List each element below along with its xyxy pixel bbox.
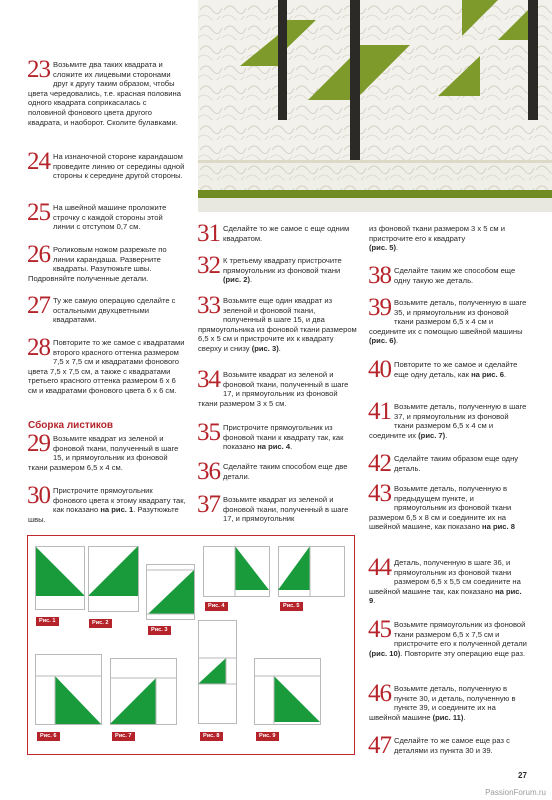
step-text-end: . [278,343,281,353]
step-text-end: . [250,275,253,285]
figure-ref: (рис. 2) [223,275,251,285]
step-number: 32 [197,252,220,279]
step-text-end: . [396,243,399,253]
step-number: 36 [197,458,220,485]
step-33 [197,292,358,354]
step-number: 29 [27,430,50,457]
step-text: К третьему квадрату пристрочите прямоугольник из фоновой ткани [223,256,342,275]
step-text-end: . Повторите эту операцию еще раз. [400,648,526,658]
step-text-end: . [503,369,507,379]
step-37 [197,491,358,524]
figure-label: Рис. 3 [148,626,171,635]
figure-ref: (рис. 11) [432,712,464,722]
step-text: Повторите то же самое с квадратами второго красного оттенка размером 7,5 х 7,5 см и квадратами фонового цвета 7,5 х 7,5 см, а также с квадратами третьего красного оттенка размером 6 х 6 см и квадратами фонового цвета 6 х 6 см. [28,338,185,395]
step-text: Сделайте то же самое с еще одним квадратом. [223,224,350,243]
figure-label: Рис. 1 [36,617,59,626]
step-number: 43 [368,480,391,507]
step-36 [197,458,358,485]
step-text: Сделайте таким образом еще одну деталь. [394,454,519,473]
step-text-end: . [463,712,466,722]
step-text: Возьмите два таких квадрата и сложите их лицевыми сторонами друг к другу таким образом, чтобы цвета чередовались, т.е. красная половина одного квадрата соприкасалась с половиной фонового цвета другого квадрата, и наоборот. Сколите булавками. [28,60,181,127]
step-text: из фоновой ткани размером 3 х 5 см и пристрочите его к квадрату [369,224,505,243]
step-27 [27,292,186,325]
step-number: 38 [368,262,391,289]
figure-ref: на рис. 6 [471,369,504,379]
step-45 [368,616,527,658]
step-text-end: . [445,430,448,440]
figure-label: Рис. 9 [256,732,279,741]
step-text-end: . [396,336,399,346]
step-40 [368,356,527,383]
step-39 [368,294,527,346]
figure-label: Рис. 4 [205,602,228,611]
step-number: 28 [27,334,50,361]
step-35 [197,419,358,452]
step-41 [368,398,527,440]
step-text: На изнаночной стороне карандашом проведите линию от середины одной стороны к середине другой стороны. [53,152,185,181]
step-34 [197,366,358,408]
step-number: 27 [27,292,50,319]
step-text: Возьмите деталь, полученную в пункте 30, и деталь, полученную в пункте 39, и соедините их на швейной машине [369,684,516,722]
step-text: Деталь, полученную в шаге 36, и прямоугольник из фоновой ткани размером 6,5 х 5,5 см соедините на швейной машине так, как показано [369,558,521,596]
step-text: Возьмите деталь, полученную в предыдущем пункте, и прямоугольник из фоновой ткани размером 6,5 х 8 см и соедините их на швейной машине, как показано [369,484,512,532]
step-42 [368,450,527,477]
step-text: Повторите то же самое и сделайте еще одну деталь, как [394,360,518,379]
figure-ref: (рис. 10) [369,648,401,658]
step-text: Роликовым ножом разрежьте по линии карандаша. Разверните квадраты. Разутюжьте швы. Подровняйте полученные детали. [28,245,167,283]
step-37-continued [369,224,527,253]
step-number: 24 [27,148,50,175]
figure-label: Рис. 7 [112,732,135,741]
step-24 [27,148,186,181]
step-number: 26 [27,241,50,268]
step-text: Возьмите квадрат из зеленой и фоновой ткани, полученный в шаге 15, и прямоугольник из фоновой ткани размером 6,5 х 4 см. [28,434,179,472]
figure-ref: на рис. 8 [482,522,515,532]
step-number: 25 [27,199,50,226]
step-number: 46 [368,680,391,707]
step-28 [27,334,186,396]
figure-ref: (рис. 3) [251,343,279,353]
figure-ref: (рис. 5) [369,243,397,253]
step-46 [368,680,527,722]
figure-label: Рис. 2 [89,619,112,628]
step-number: 41 [368,398,391,425]
step-text-end: . [373,596,376,606]
site-watermark: PassionForum.ru [485,788,546,797]
step-44 [368,554,527,606]
step-number: 39 [368,294,391,321]
step-text-end: . [290,442,293,452]
step-number: 35 [197,419,220,446]
step-text: Сделайте таким способом еще две детали. [223,462,348,481]
step-text: Пристрочите прямоугольник фонового цвета к этому квадрату так, как показано [53,486,186,515]
step-number: 33 [197,292,220,319]
step-number: 47 [368,732,391,759]
step-23 [27,56,186,127]
step-text: Возьмите квадрат из зеленой и фоновой ткани, полученный в шаге 17, и прямоугольник из фоновой ткани размером 3 х 5 см. [198,370,349,408]
figure-ref: на рис. 9 [369,586,522,606]
figure-label: Рис. 5 [280,602,303,611]
step-text: Возьмите еще один квадрат из зеленой и фоновой ткани, полученный в шаге 15, и два прямоугольника из фоновой ткани размером 6,5 х 5 см и пристрочите их к квадрату сверху и снизу [198,296,357,353]
step-31 [197,220,358,247]
figure-ref: на рис. 4 [257,442,291,452]
step-26 [27,241,186,283]
quilt-photo [198,0,552,212]
step-text: Сделайте то же самое еще раз с деталями из пункта 30 и 39. [394,736,510,755]
step-text: Возьмите прямоугольник из фоновой ткани размером 6,5 х 7,5 см и пристрочите его к полученной детали [394,620,527,649]
step-38 [368,262,527,289]
figure-ref: на рис. 1 [100,505,134,515]
step-number: 45 [368,616,391,643]
page-number: 27 [518,771,527,780]
step-text: Возьмите деталь, полученную в шаге 37, и прямоугольник из фоновой ткани размером 6,5 х 4 см и соедините их [369,402,527,440]
step-number: 40 [368,356,391,383]
step-47 [368,732,527,759]
figure-ref: (рис. 7) [418,430,446,440]
figures-panel [27,535,355,755]
step-text: Возьмите квадрат из зеленой и фоновой ткани, полученный в шаге 17, и прямоугольник [223,495,349,524]
step-number: 23 [27,56,50,83]
step-30 [27,482,186,524]
step-number: 37 [197,491,220,518]
step-32 [197,252,358,285]
step-text: Возьмите деталь, полученную в шаге 35, и прямоугольник из фоновой ткани размером 6,5 х 4 см и соедините их с помощью швейной машины [369,298,527,336]
figure-label: Рис. 8 [200,732,223,741]
step-number: 42 [368,450,391,477]
step-text: Сделайте таким же способом еще одну такую же деталь. [394,266,516,285]
step-text: На швейной машине проложите строчку с каждой стороны этой линии с отступом 0,7 см. [53,203,167,232]
step-25 [27,199,186,232]
step-text-end: . Разутюжьте швы. [28,505,179,524]
figure-label: Рис. 6 [37,732,60,741]
step-29 [27,430,186,472]
step-number: 30 [27,482,50,509]
section-heading: Сборка листиков [28,420,114,431]
step-number: 34 [197,366,220,393]
step-43 [368,480,527,532]
figure-ref: (рис. 6) [369,336,397,346]
step-text: Ту же самую операцию сделайте с остальными двухцветными квадратами. [53,296,176,325]
step-text: Пристрочите прямоугольник из фоновой ткани к квадрату так, как показано [223,423,344,452]
step-number: 44 [368,554,391,581]
step-number: 31 [197,220,220,247]
